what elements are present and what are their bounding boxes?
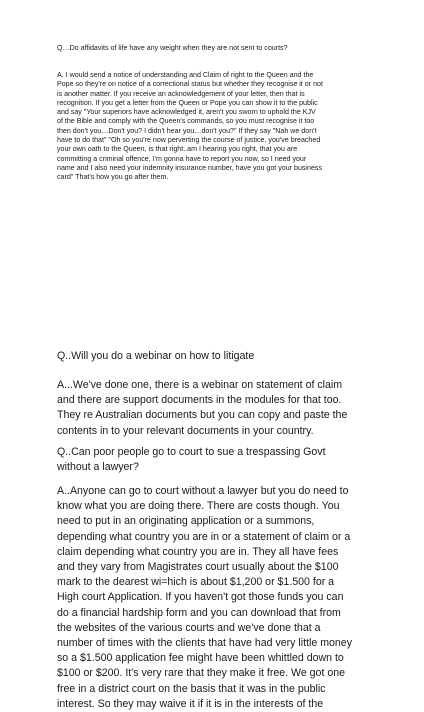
question-webinar-litigate: Q..Will you do a webinar on how to litigate (57, 350, 255, 362)
answer-affidavits-of-life: A. I would send a notice of understanding and Claim of right to the Queen and the Pope so they're on notice of a correctional status but whether they recognise it or not is another matter. If you receive an acknowledgement of your letter, then that is recognition. If you get a letter from the Queen or Pope you can show it to the public and say "Your superiors have acknowledged it, aren't you sworn to uphold the KJV of the Bible and comply with the Queen's commands, so you must recognise it too then don't you…Don't you? I didn't hear you…don't you?" If they say "Nah we don't have to do that" "Oh so you're now perverting the course of justice, you've breached your own oath to the Queen, is that right..am I hearing you right, that you are committing a criminal offence, I'm gonna have to report you now, so I need your name and I also need your indemnity insurance number, have you got your business card" That's how you go after them. (57, 71, 323, 182)
question-affidavits-of-life: Q…Do affidavits of life have any weight when they are not sent to courts? (57, 44, 288, 52)
answer-court-without-lawyer: A..Anyone can go to court without a lawyer but you do need to know what you are doing there. There are costs though. You need to put in an originating application or a summons, depending what country you are in or a statement of claim or a claim depending what country you are in. They all have fees and they vary from Magistrates court usually about the $100 mark to the dearest wi=hich is about $1,200 or $1.500 for a High court Application. If you haven't got those funds you can do a financial hardship form and you can download that from the websites of the various courts and we've done that a number of times with the clients that have had very little money so a $1.500 application fee might have been whittled down to $100 or $200. It's very rare that they make it free. We got one free in a district court on the basis that it was in the public interest. So they may waive it if it is in the interests of the (57, 485, 353, 710)
question-court-without-lawyer: Q..Can poor people go to court to sue a trespassing Govt without a lawyer? (57, 446, 326, 474)
answer-webinar-litigate: A...We've done one, there is a webinar on statement of claim and there are support documents in the modules for that too. They re Australian documents but you can copy and paste the contents in to your relevant documents in your country. (57, 379, 348, 437)
